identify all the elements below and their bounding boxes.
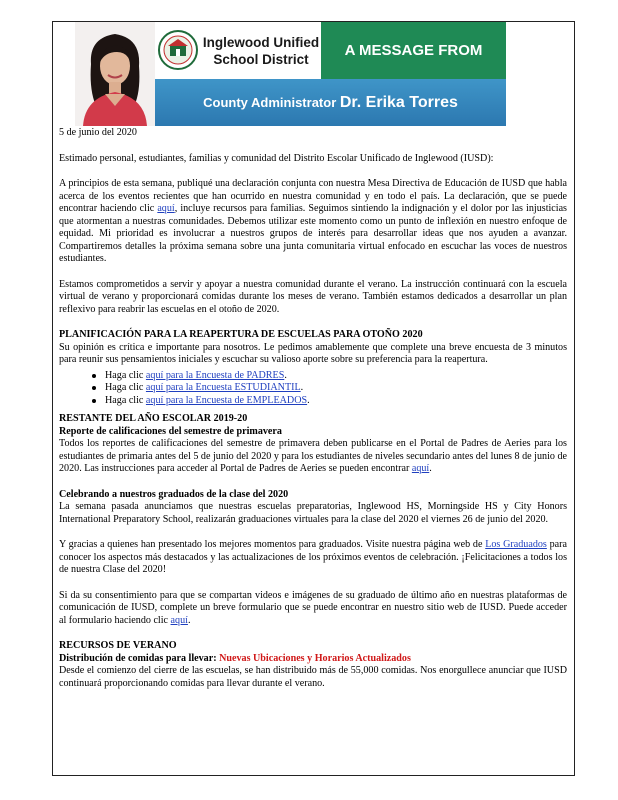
letter-date: 5 de junio del 2020: [59, 127, 137, 138]
survey-item-employees: Haga clic aquí para la Encuesta de EMPLEADOS.: [105, 395, 567, 408]
graduations-paragraph: La semana pasada anunciamos que nuestras escuelas preparatorias, Inglewood HS, Morningside HS y City Honors International Preparatory School, realizarán graduaciones virtuales para la clase del 2020 el viernes 26 de junio del 2020.: [59, 501, 567, 525]
meal-distribution-subheading: Distribución de comidas para llevar: Nuevas Ubicaciones y Horarios Actualizados: [59, 652, 411, 664]
message-from-label: A MESSAGE FROM: [321, 22, 506, 79]
parents-survey-link[interactable]: aquí para la Encuesta de PADRES: [145, 369, 285, 381]
administrator-title: County Administrator: [203, 95, 340, 110]
report-cards-paragraph: Todos los reportes de calificaciones del semestre de primavera deben publicarse en el Portal de Padres de Aeries para los estudiantes de primaria antes del 5 de junio del 2020 y para los estudiantes de niveles secundario antes del lunes 8 de junio de 2020. Las instrucciones para acceder al Portal de Padres de Aeries se pueden encontrar aquí.: [59, 438, 567, 474]
statement-paragraph: A principios de esta semana, publiqué una declaración conjunta con nuestra Mesa Directiva de Educación de IUSD que habla acerca de los eventos recientes que han ocurrido en nuestra comunidad y en todo el país. La declaración, que se puede encontrar haciendo clic aquí, incluye recursos para familias. Seguimos sintiendo la indignación y el dolor por las injusticias que atormentan a nuestras comunidades. Debemos utilizar este momento como un punto de inflexión en nuestro enfoque de equidad. Mi prioridad es involucrar a nuestros grupos de interés para desarrollar ideas que nos ayuden a avanzar. Compartiremos detalles la próxima semana sobre una junta comunitaria virtual enfocado en escuchar las voces de nuestros estudiantes.: [59, 178, 567, 264]
summer-commitment-paragraph: Estamos comprometidos a servir y apoyar a nuestra comunidad durante el verano. La instrucción continuará con la escuela virtual de verano y proporcionará comidas durante los meses de verano. También estamos dedicados a desarrollar un plan reflexivo para reabrir las escuelas en el otoño de 2020.: [59, 278, 567, 315]
employees-survey-link[interactable]: aquí para la Encuesta de EMPLEADOS: [145, 394, 308, 406]
header-banner: [75, 22, 506, 126]
survey-item-parents: Haga clic aquí para la Encuesta de PADRES.: [105, 370, 567, 383]
graduates-page-link[interactable]: Los Graduados: [485, 539, 547, 550]
administrator-bar: [155, 79, 506, 126]
letter-greeting: Estimado personal, estudiantes, familias y comunidad del Distrito Escolar Unificado de Inglewood (IUSD):: [59, 152, 494, 164]
summer-resources-heading: RECURSOS DE VERANO: [59, 640, 177, 651]
meal-distribution-paragraph: Desde el comienzo del cierre de las escuelas, se han distribuido más de 55,000 comidas. Nos enorgullece anunciar que IUSD continuará proporcionando comidas para llevar durante el verano.: [59, 665, 567, 689]
aeries-instructions-link[interactable]: aquí: [411, 463, 430, 474]
letter-body: [59, 127, 567, 690]
graduates-thanks-paragraph: Y gracias a quienes han presentado los mejores momentos para graduados. Visite nuestra página web de Los Graduados para conocer los aspectos más destacados y las actualizaciones de los próximos eventos de celebración. ¡Felicitaciones a todos los de nuestra Clase del 2020!: [59, 539, 567, 575]
students-survey-link[interactable]: aquí para la Encuesta ESTUDIANTIL: [145, 382, 301, 393]
statement-link[interactable]: aquí: [157, 203, 175, 214]
survey-item-students: Haga clic aquí para la Encuesta ESTUDIANTIL.: [105, 382, 567, 395]
district-name: [201, 22, 321, 79]
administrator-photo: [75, 22, 155, 126]
district-name-line1: Inglewood Unified: [202, 34, 320, 50]
consent-paragraph: Si da su consentimiento para que se compartan videos e imágenes de su graduado de último año en nuestras plataformas de comunicación de IUSD, complete un breve formulario que se puede encontrar en nuestro sitio web de IUSD. Puede acceder al formulario haciendo clic aquí.: [59, 589, 567, 626]
new-locations-label: Nuevas Ubicaciones y Horarios Actualizados: [219, 652, 411, 664]
administrator-name: Dr. Erika Torres: [339, 94, 458, 111]
consent-form-link[interactable]: aquí: [170, 614, 188, 626]
report-cards-subheading: Reporte de calificaciones del semestre de primavera: [59, 425, 282, 437]
rest-of-year-heading: RESTANTE DEL AÑO ESCOLAR 2019-20: [59, 413, 248, 424]
survey-list: [59, 370, 567, 408]
district-seal-logo: [155, 22, 201, 79]
district-name-line2: School District: [213, 51, 309, 67]
reopening-heading: PLANIFICACIÓN PARA LA REAPERTURA DE ESCUELAS PARA OTOÑO 2020: [59, 329, 423, 340]
graduates-subheading: Celebrando a nuestros graduados de la clase del 2020: [59, 488, 289, 500]
reopening-paragraph: Su opinión es crítica e importante para nosotros. Le pedimos amablemente que complete una breve encuesta de 3 minutos para reunir sus pensamientos iniciales y escuchar su valioso aporte sobre su preferencia para la reapertura.: [59, 341, 567, 365]
